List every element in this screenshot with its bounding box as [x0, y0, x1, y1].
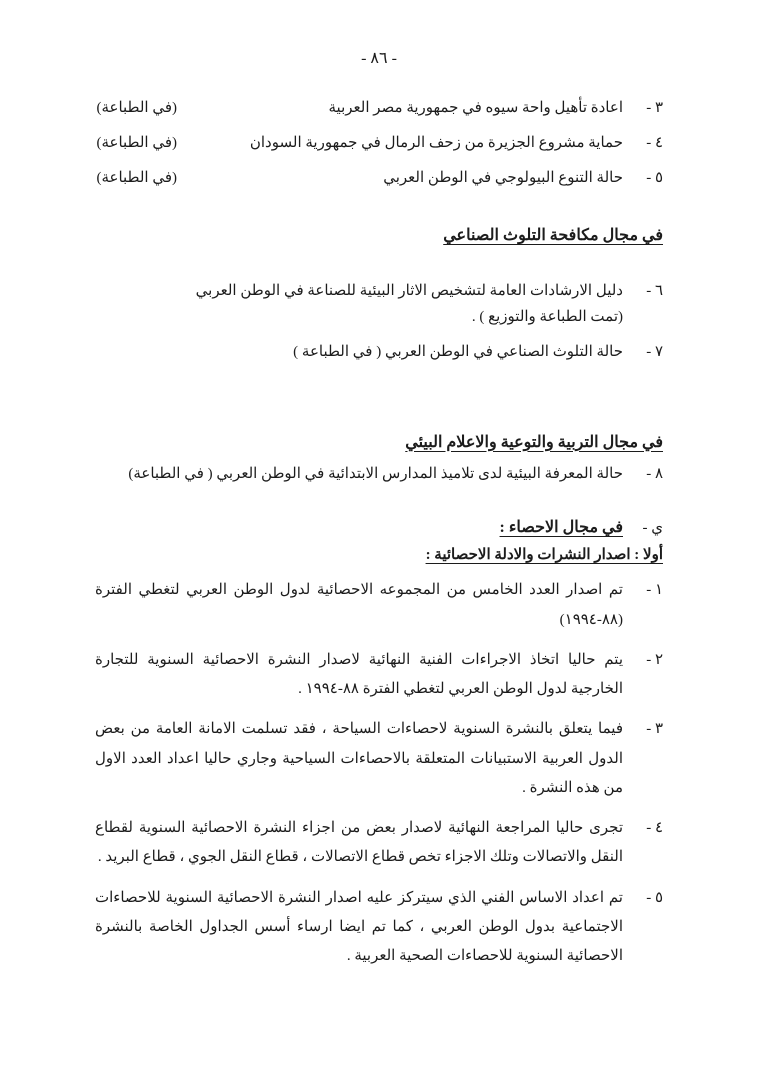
- statistics-items-list: [95, 576, 663, 971]
- statistics-section: [95, 517, 663, 971]
- list-item: [95, 168, 663, 190]
- list-item: [95, 464, 663, 486]
- item-title-text: دليل الارشادات العامة لتشخيص الاثار البيئية للصناعة في الوطن العربي: [195, 283, 623, 300]
- item-title: [95, 281, 623, 329]
- paragraph-text: يتم حاليا اتخاذ الاجراءات الفنية النهائية لاصدار النشرة الاحصائية السنوية للتجارة الخارجية لدول الوطن العربي لتغطي الفترة ٨٨-١٩٩٤ .: [95, 651, 623, 697]
- print-status-note: (في الطباعة): [96, 169, 177, 186]
- environment-publications-list: [95, 98, 663, 189]
- paragraph-text: تم اعداد الاساس الفني الذي سيتركز عليه اصدار النشرة الاحصائية السنوية للاحصاءات الاجتماعية بدول الوطن العربي ، كما تم ايضا ارساء أسس الجداول الخاصة بالنشرة الاحصائية السنوية للاحصاءات الصحية العربية .: [95, 889, 623, 964]
- section-heading: في مجال الاحصاء :: [499, 519, 623, 537]
- item-title: حالة التنوع البيولوجي في الوطن العربي: [383, 169, 623, 186]
- numbered-paragraph: [95, 715, 663, 803]
- subsection-heading: أولا : اصدار النشرات والادلة الاحصائية :: [425, 547, 663, 564]
- print-status-note: (تمت الطباعة والتوزيع ) .: [471, 309, 623, 325]
- print-status-note: (في الطباعة): [96, 134, 177, 151]
- education-publications-list: [95, 464, 663, 486]
- paragraph-number: ٢ -: [646, 651, 663, 668]
- print-status-note: (في الطباعة): [96, 100, 177, 116]
- section-heading: في مجال التربية والتوعية والاعلام البيئي: [405, 433, 663, 451]
- item-number: ٣ -: [646, 100, 663, 116]
- paragraph-number: ٥ -: [646, 889, 663, 906]
- numbered-paragraph: [95, 884, 663, 972]
- page-number: - ٨٦ -: [361, 50, 397, 67]
- section-marker: ي -: [642, 520, 663, 537]
- industrial-publications-list: [95, 281, 663, 363]
- paragraph-text: تجرى حاليا المراجعة النهائية لاصدار بعض من اجزاء النشرة الاحصائية السنوية لقطاع النقل والاتصالات وتلك الاجزاء تخص قطاع الاتصالات ، قطاع النقل الجوي ، قطاع البريد .: [95, 820, 623, 866]
- item-number: ٤ -: [646, 134, 663, 151]
- numbered-paragraph: [95, 814, 663, 873]
- paragraph-number: ٣ -: [646, 721, 663, 738]
- education-awareness-section: [95, 432, 663, 486]
- industrial-pollution-section: [95, 225, 663, 363]
- item-title: حالة المعرفة البيئية لدى تلاميذ المدارس الابتدائية في الوطن العربي ( في الطباعة): [128, 465, 623, 482]
- list-item: [95, 98, 663, 120]
- section-heading: في مجال مكافحة التلوث الصناعي: [443, 227, 663, 245]
- item-number: ٥ -: [646, 169, 663, 186]
- list-item: [95, 342, 663, 364]
- list-item: [95, 133, 663, 155]
- paragraph-text: فيما يتعلق بالنشرة السنوية لاحصاءات السياحة ، فقد تسلمت الامانة العامة من بعض الدول العربية الاستبيانات المتعلقة بالاحصاءات السياحية وجاري حاليا اعداد العدد الاول من هذه النشرة .: [95, 721, 623, 796]
- item-title: حماية مشروع الجزيرة من زحف الرمال في جمهورية السودان: [249, 134, 623, 151]
- statistics-heading-row: [95, 517, 663, 537]
- paragraph-number: ١ -: [646, 582, 663, 599]
- item-number: ٨ -: [646, 465, 663, 482]
- item-number: ٧ -: [646, 343, 663, 360]
- list-item: [95, 281, 663, 329]
- paragraph-text: تم اصدار العدد الخامس من المجموعه الاحصائية لدول الوطن العربي لتغطي الفترة (٨٨-١٩٩٤): [95, 582, 623, 628]
- item-title: حالة التلوث الصناعي في الوطن العربي ( في الطباعة ): [293, 343, 623, 360]
- paragraph-number: ٤ -: [646, 820, 663, 836]
- item-number: ٦ -: [646, 283, 663, 300]
- item-title: اعادة تأهيل واحة سيوه في جمهورية مصر العربية: [328, 100, 623, 116]
- page-content: [0, 98, 758, 971]
- numbered-paragraph: [95, 576, 663, 635]
- numbered-paragraph: [95, 646, 663, 705]
